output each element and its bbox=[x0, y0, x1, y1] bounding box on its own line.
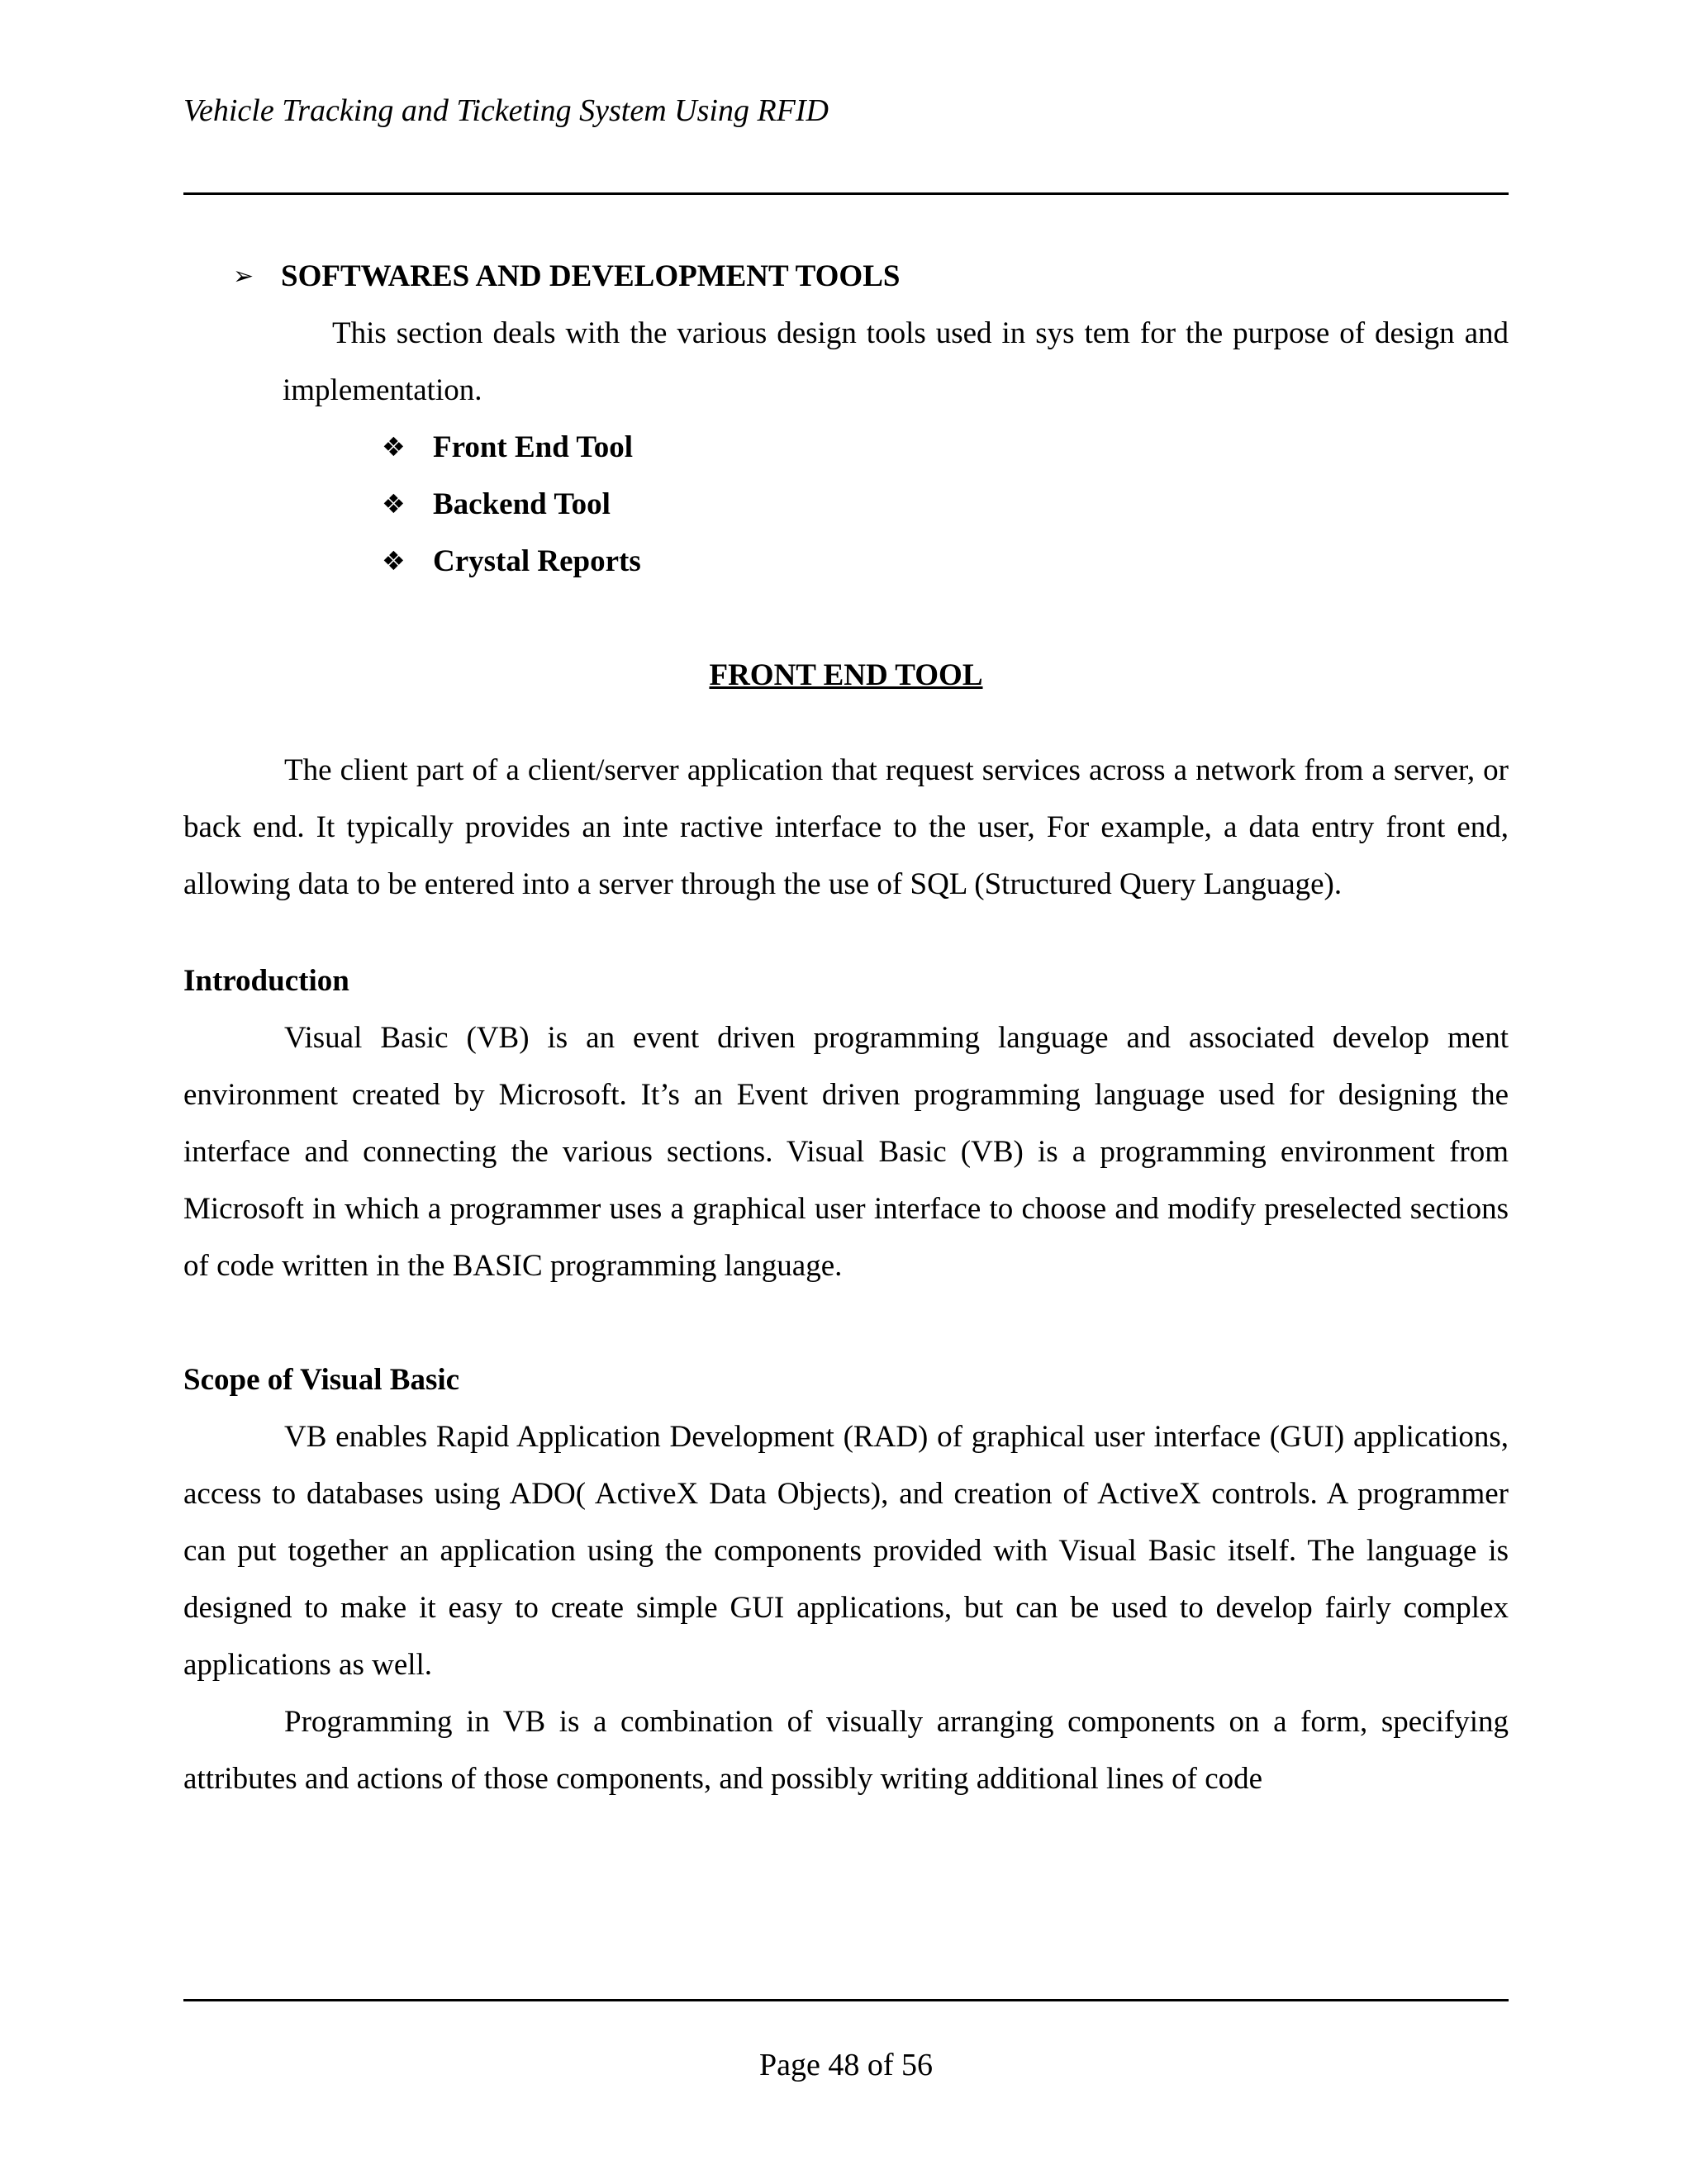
footer-rule bbox=[183, 1999, 1509, 2001]
section-heading bbox=[183, 248, 1509, 305]
front-end-heading: FRONT END TOOL bbox=[709, 658, 983, 692]
scope-paragraph-1: VB enables Rapid Application Development (RAD) of graphical user interface (GUI) applications, access to databases using ADO( ActiveX Data Objects), and creation of ActiveX controls. A programmer can put together an application using the components provided with Visual Basic itself. The language is designed to make it easy to create simple GUI applications, but can be used to develop fairly complex applications as well. bbox=[183, 1420, 1509, 1682]
running-header: Vehicle Tracking and Ticketing System Using RFID bbox=[183, 93, 829, 128]
page-body bbox=[183, 248, 1509, 1807]
tool-list bbox=[183, 419, 1509, 590]
arrow-bullet-icon: ➢ bbox=[233, 262, 254, 291]
front-end-paragraph: The client part of a client/server application that request services across a network from a server, or back end. It typically provides an inte ractive interface to the user, For example, a data entry front end, allowing data to be entered into a server through the use of SQL (Structured Query Language). bbox=[183, 753, 1509, 901]
header-rule bbox=[183, 192, 1509, 195]
page-number: Page 48 of 56 bbox=[758, 2048, 934, 2082]
scope-heading: Scope of Visual Basic bbox=[183, 1363, 460, 1397]
tool-list-item-label: Backend Tool bbox=[433, 487, 611, 521]
diamond-bullet-icon: ❖ bbox=[382, 488, 406, 520]
tool-list-item-label: Front End Tool bbox=[433, 430, 633, 464]
tool-list-item bbox=[382, 533, 1509, 590]
tool-list-item bbox=[382, 476, 1509, 533]
tool-list-item-label: Crystal Reports bbox=[433, 544, 641, 578]
scope-paragraph-2: Programming in VB is a combination of visually arranging components on a form, specifying attributes and actions of those components, and possibly writing additional lines of code bbox=[183, 1705, 1509, 1796]
tool-list-item bbox=[382, 419, 1509, 476]
introduction-heading: Introduction bbox=[183, 964, 349, 998]
diamond-bullet-icon: ❖ bbox=[382, 431, 406, 463]
diamond-bullet-icon: ❖ bbox=[382, 545, 406, 577]
introduction-paragraph: Visual Basic (VB) is an event driven programming language and associated develop ment environment created by Microsoft. It’s an Event driven programming language used for designing the interface and connecting the various sections. Visual Basic (VB) is a programming environment from Microsoft in which a programmer uses a graphical user interface to choose and modify preselected sections of code written in the BASIC programming language. bbox=[183, 1021, 1509, 1283]
section-heading-text: SOFTWARES AND DEVELOPMENT TOOLS bbox=[281, 259, 901, 293]
section-intro: This section deals with the various design tools used in sys tem for the purpose of design and implementation. bbox=[283, 316, 1509, 407]
